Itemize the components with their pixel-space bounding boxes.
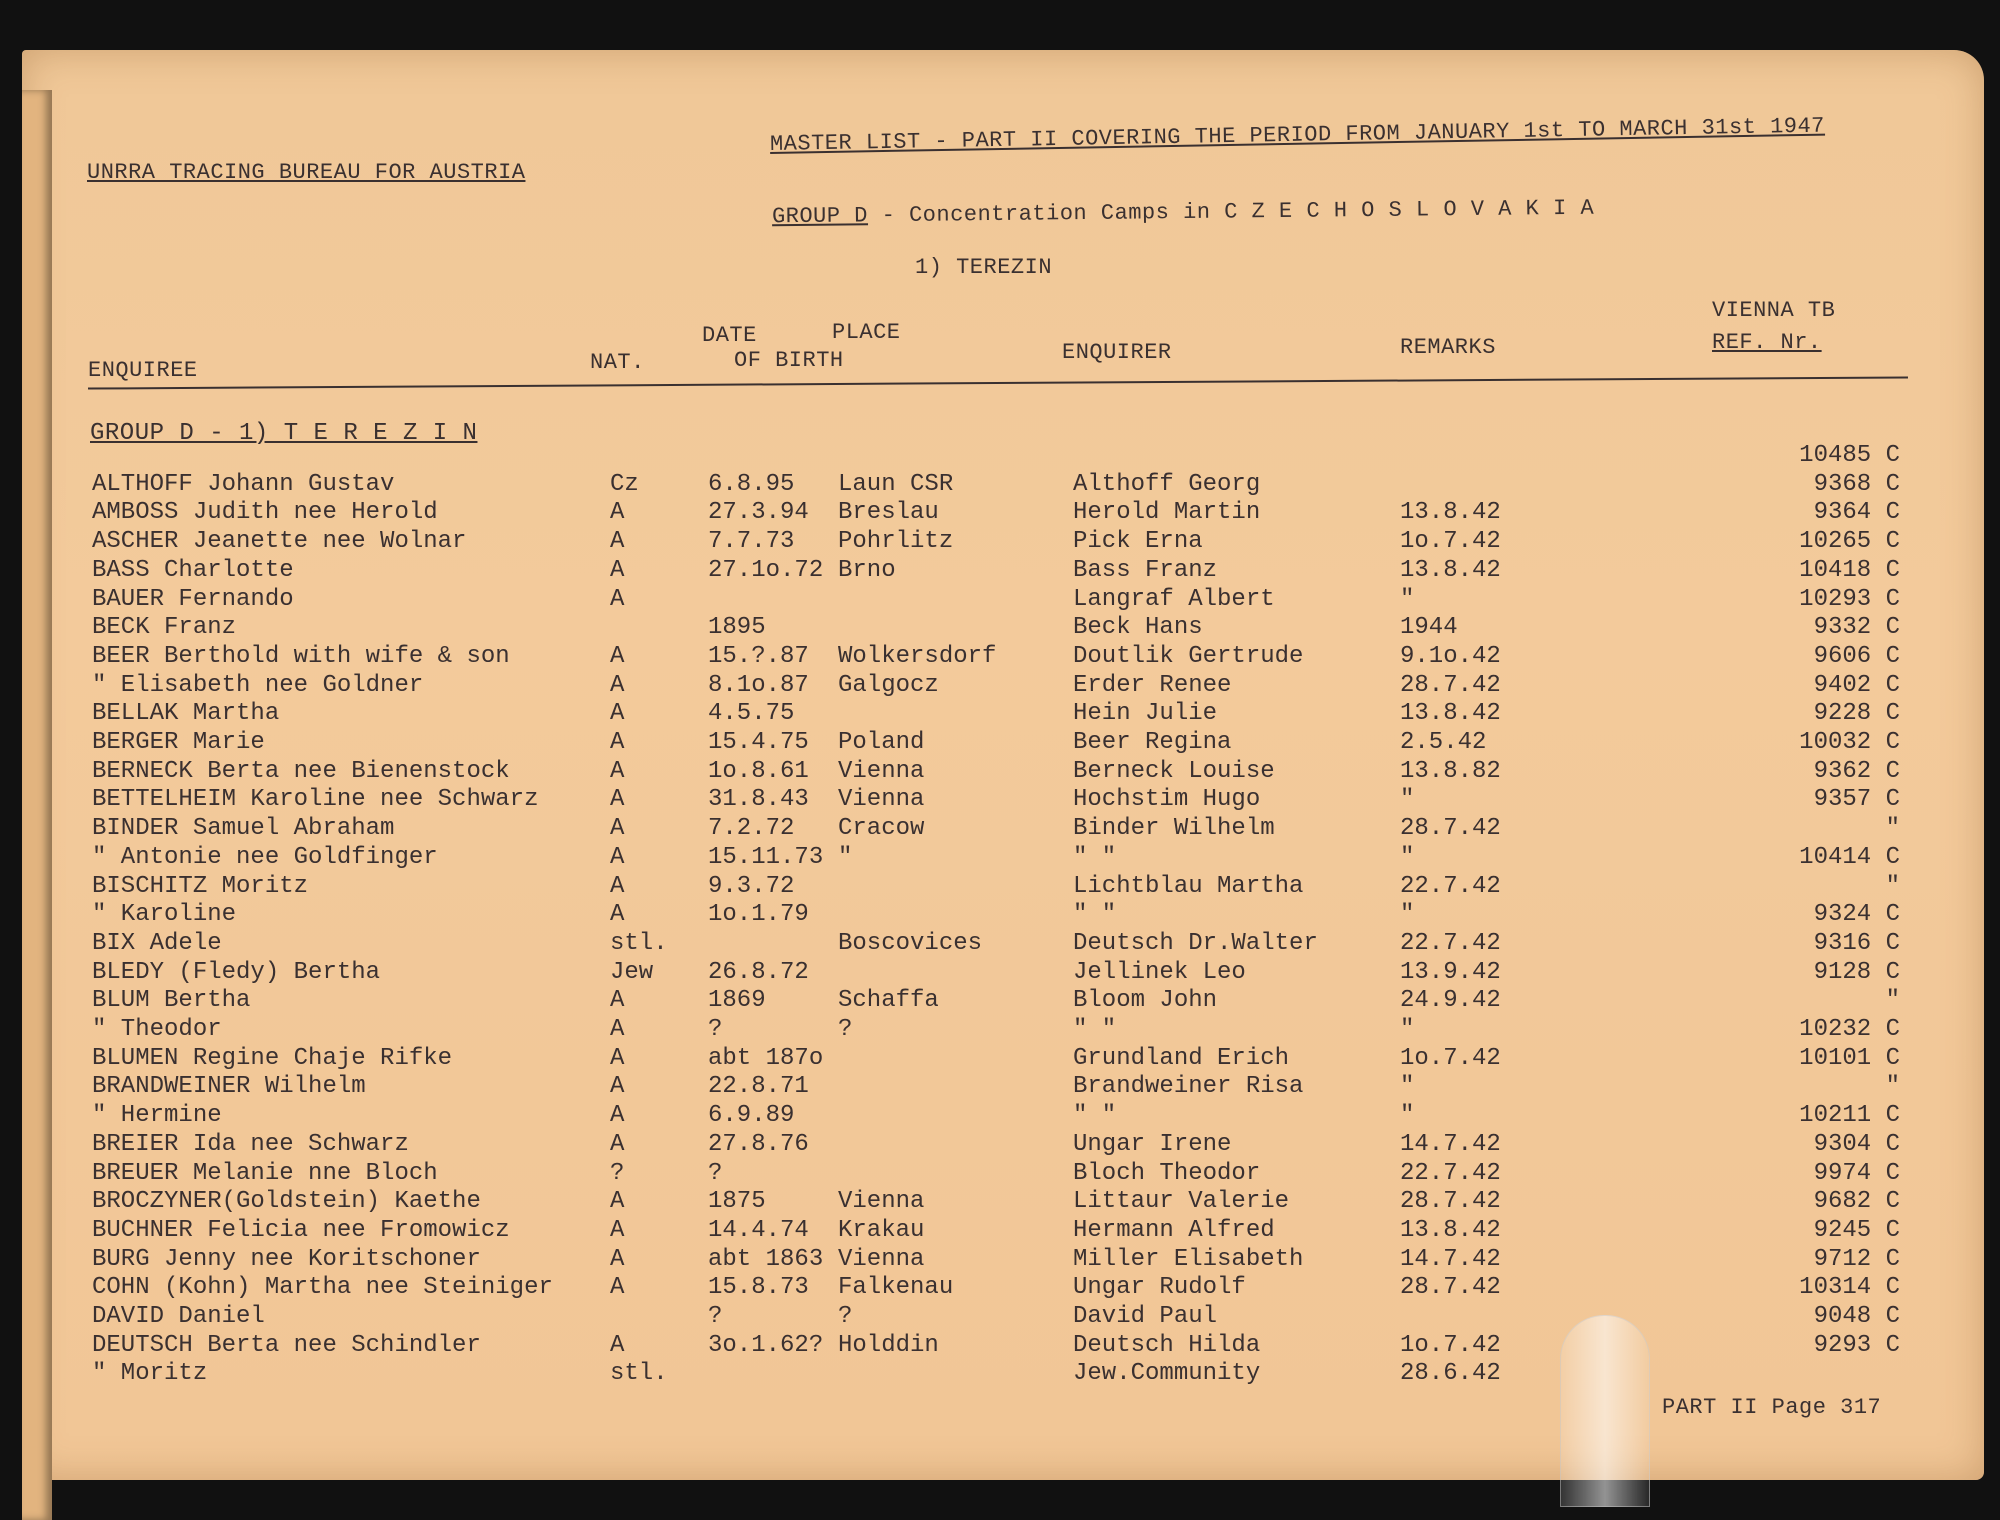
ref-cell: 10414 C [1799, 843, 1900, 871]
enquiree-cell: BEER Berthold with wife & son [92, 642, 510, 670]
date-cell: 1869 [708, 987, 766, 1015]
date-cell: 7.2.72 [708, 815, 795, 843]
col-of-birth: OF BIRTH [734, 348, 844, 373]
enquirer-cell: Herold Martin [1073, 499, 1261, 527]
nat-cell: A [610, 556, 625, 584]
enquiree-cell: ASCHER Jeanette nee Wolnar [92, 528, 467, 556]
enquirer-cell: Ungar Irene [1073, 1130, 1232, 1158]
date-cell: 26.8.72 [708, 958, 809, 986]
nat-cell: A [610, 1245, 625, 1273]
remarks-cell: 13.8.42 [1400, 1216, 1501, 1244]
enquirer-cell: Hermann Alfred [1073, 1216, 1275, 1244]
date-cell: ? [708, 1016, 723, 1043]
ref-cell: 9128 C [1813, 958, 1900, 986]
ref-cell: 9606 C [1813, 642, 1900, 670]
col-remarks: REMARKS [1400, 335, 1496, 360]
ref-cell: " [1885, 987, 1900, 1015]
nat-cell: A [610, 642, 625, 670]
enquiree-cell: " Theodor [92, 1016, 222, 1043]
remarks-cell: 22.7.42 [1400, 1159, 1501, 1187]
ref-cell: 10211 C [1799, 1102, 1900, 1130]
place-cell: ? [838, 1303, 853, 1330]
col-vienna: VIENNA TB [1712, 298, 1836, 323]
enquirer-cell: Hochstim Hugo [1073, 786, 1261, 814]
place-cell: Krakau [838, 1216, 925, 1244]
table-row [0, 1246, 2000, 1276]
table-row [0, 471, 2000, 501]
place-cell: Brno [838, 556, 896, 584]
enquirer-cell: Grundland Erich [1073, 1044, 1290, 1072]
enquiree-cell: " Karoline [92, 901, 237, 929]
nat-cell: A [610, 901, 625, 929]
nat-cell: A [610, 1331, 625, 1359]
nat-cell: A [610, 1016, 625, 1043]
ref-cell: " [1885, 815, 1900, 843]
enquirer-cell: Langraf Albert [1073, 585, 1275, 613]
enquirer-cell: " " [1073, 901, 1117, 929]
nat-cell: A [610, 1102, 625, 1130]
date-cell: 15.8.73 [708, 1274, 809, 1302]
date-cell: 8.1o.87 [708, 671, 809, 699]
date-cell: 4.5.75 [708, 700, 795, 728]
enquiree-cell: BINDER Samuel Abraham [92, 815, 395, 843]
table-row [0, 844, 2000, 874]
date-cell: 22.8.71 [708, 1073, 809, 1101]
section-title: GROUP D - 1) T E R E Z I N [90, 420, 478, 447]
enquiree-cell: " Moritz [92, 1360, 208, 1388]
ref-cell: 9357 C [1813, 786, 1900, 814]
enquirer-cell: Brandweiner Risa [1073, 1073, 1304, 1101]
place-cell: Cracow [838, 815, 925, 843]
enquiree-cell: BASS Charlotte [92, 556, 294, 584]
nat-cell: ? [610, 1159, 625, 1187]
table-row [0, 815, 2000, 845]
enquiree-cell: BRANDWEINER Wilhelm [92, 1073, 366, 1101]
remarks-cell: " [1400, 1073, 1415, 1101]
enquirer-cell: Miller Elisabeth [1073, 1245, 1304, 1273]
master-list-title: MASTER LIST - PART II COVERING THE PERIOD FROM JANUARY 1st TO MARCH 31st 1947 [769, 113, 1826, 157]
remarks-cell: " [1400, 901, 1415, 929]
nat-cell: Cz [610, 470, 639, 498]
enquirer-cell: " " [1073, 843, 1117, 871]
date-cell: ? [708, 1159, 723, 1187]
col-date: DATE [702, 323, 757, 348]
remarks-cell: 28.7.42 [1400, 671, 1501, 699]
table-row [0, 1073, 2000, 1103]
enquiree-cell: BREIER Ida nee Schwarz [92, 1130, 409, 1158]
remarks-cell: 13.8.42 [1400, 499, 1501, 527]
date-cell: 31.8.43 [708, 786, 809, 814]
date-cell: 6.8.95 [708, 470, 795, 498]
enquiree-cell: BELLAK Martha [92, 700, 280, 728]
place-cell: Breslau [838, 499, 939, 527]
table-row [0, 1188, 2000, 1218]
enquirer-cell: Berneck Louise [1073, 757, 1275, 785]
ref-cell: 9048 C [1813, 1303, 1900, 1330]
ref-cell: 10232 C [1799, 1016, 1900, 1043]
table-row [0, 614, 2000, 644]
nat-cell: A [610, 1188, 625, 1216]
ref-cell: " [1885, 872, 1900, 900]
ref-cell: 9682 C [1813, 1188, 1900, 1216]
table-row [0, 643, 2000, 673]
table-row [0, 873, 2000, 903]
remarks-cell: " [1400, 786, 1415, 814]
date-cell: 6.9.89 [708, 1102, 795, 1130]
date-cell: 1895 [708, 614, 766, 642]
table-row [0, 1016, 2000, 1046]
enquiree-cell: BERGER Marie [92, 729, 265, 756]
nat-cell: A [610, 671, 625, 699]
enquiree-cell: BECK Franz [92, 614, 237, 642]
ref-cell: 9245 C [1813, 1216, 1900, 1244]
table-row [0, 786, 2000, 816]
date-cell: 27.3.94 [708, 499, 809, 527]
enquiree-cell: BERNECK Berta nee Bienenstock [92, 757, 510, 785]
col-place: PLACE [832, 320, 901, 345]
ref-cell: 9304 C [1813, 1130, 1900, 1158]
remarks-cell: 14.7.42 [1400, 1130, 1501, 1158]
enquiree-cell: BAUER Fernando [92, 585, 294, 613]
place-cell: Boscovices [838, 929, 983, 957]
table-row [0, 1303, 2000, 1333]
ref-cell: 9368 C [1813, 470, 1900, 498]
remarks-cell: 22.7.42 [1400, 872, 1501, 900]
camp-title: 1) TEREZIN [915, 255, 1053, 280]
remarks-cell: 13.9.42 [1400, 958, 1501, 986]
remarks-cell: 14.7.42 [1400, 1245, 1501, 1273]
place-cell: Wolkersdorf [838, 642, 997, 670]
nat-cell: stl. [610, 1360, 668, 1388]
place-cell: Vienna [838, 1188, 925, 1216]
enquiree-cell: BIX Adele [92, 929, 222, 957]
nat-cell: A [610, 1274, 625, 1302]
date-cell: 27.8.76 [708, 1130, 809, 1158]
enquirer-cell: " " [1073, 1102, 1117, 1130]
remarks-cell: 9.1o.42 [1400, 642, 1501, 670]
nat-cell: A [610, 872, 625, 900]
date-cell: 1o.8.61 [708, 757, 809, 785]
date-cell: 15.11.73 [708, 843, 824, 871]
group-title-label: GROUP D [771, 203, 869, 230]
col-enquirer: ENQUIRER [1062, 340, 1172, 365]
table-row [0, 499, 2000, 529]
place-cell: Vienna [838, 757, 925, 785]
place-cell: Laun CSR [838, 470, 954, 498]
enquirer-cell: Erder Renee [1073, 671, 1232, 699]
remarks-cell: 1944 [1400, 614, 1458, 642]
enquiree-cell: DEUTSCH Berta nee Schindler [92, 1331, 481, 1359]
table-row [0, 1131, 2000, 1161]
enquirer-cell: Ungar Rudolf [1073, 1274, 1246, 1302]
enquirer-cell: Beck Hans [1073, 614, 1203, 642]
ref-cell: 9228 C [1813, 700, 1900, 728]
table-row [0, 1160, 2000, 1190]
table-row [0, 1045, 2000, 1075]
date-cell: 9.3.72 [708, 872, 795, 900]
ref-cell: 10293 C [1799, 585, 1900, 613]
nat-cell: A [610, 987, 625, 1015]
remarks-cell: 24.9.42 [1400, 987, 1501, 1015]
remarks-cell: 13.8.82 [1400, 757, 1501, 785]
nat-cell: A [610, 528, 625, 556]
enquirer-cell: Doutlik Gertrude [1073, 642, 1304, 670]
enquirer-cell: Deutsch Dr.Walter [1073, 929, 1318, 957]
enquirer-cell: " " [1073, 1016, 1117, 1043]
table-row [0, 1102, 2000, 1132]
table-row [0, 700, 2000, 730]
remarks-cell: 13.8.42 [1400, 556, 1501, 584]
place-cell: Holddin [838, 1331, 939, 1359]
ref-cell: 9402 C [1813, 671, 1900, 699]
enquirer-cell: Bloch Theodor [1073, 1159, 1261, 1187]
place-cell: Galgocz [838, 671, 939, 699]
enquirer-cell: Hein Julie [1073, 700, 1218, 728]
col-enquiree: ENQUIREE [88, 358, 198, 383]
place-cell: Poland [838, 729, 925, 756]
nat-cell: A [610, 1044, 625, 1072]
enquirer-cell: Althoff Georg [1073, 470, 1261, 498]
enquiree-cell: DAVID Daniel [92, 1303, 265, 1330]
remarks-cell: 13.8.42 [1400, 700, 1501, 728]
enquiree-cell: " Hermine [92, 1102, 222, 1130]
enquiree-cell: " Elisabeth nee Goldner [92, 671, 424, 699]
nat-cell: A [610, 1073, 625, 1101]
ref-cell: 10265 C [1799, 528, 1900, 556]
group-title [772, 196, 1594, 230]
ref-cell: 10032 C [1799, 729, 1900, 756]
enquirer-cell: Littaur Valerie [1073, 1188, 1290, 1216]
table-row [0, 442, 2000, 472]
enquiree-cell: ALTHOFF Johann Gustav [92, 470, 395, 498]
remarks-cell: 28.7.42 [1400, 1274, 1501, 1302]
table-row [0, 528, 2000, 558]
place-cell: " [838, 843, 853, 871]
ref-cell: 9364 C [1813, 499, 1900, 527]
nat-cell: A [610, 815, 625, 843]
remarks-cell: " [1400, 1016, 1415, 1043]
nat-cell: A [610, 843, 625, 871]
group-title-desc: - Concentration Camps in C Z E C H O S L O V A K I A [867, 195, 1595, 229]
remarks-cell: 28.7.42 [1400, 1188, 1501, 1216]
enquirer-cell: Beer Regina [1073, 729, 1232, 756]
table-row [0, 1360, 2000, 1390]
place-cell: Falkenau [838, 1274, 954, 1302]
remarks-cell: 28.7.42 [1400, 815, 1501, 843]
remarks-cell: " [1400, 585, 1415, 613]
enquirer-cell: Deutsch Hilda [1073, 1331, 1261, 1359]
table-row [0, 1217, 2000, 1247]
enquiree-cell: BLEDY (Fledy) Bertha [92, 958, 381, 986]
ref-cell: 9332 C [1813, 614, 1900, 642]
place-cell: Pohrlitz [838, 528, 954, 556]
enquiree-cell: BLUM Bertha [92, 987, 251, 1015]
nat-cell: A [610, 786, 625, 814]
place-cell: Vienna [838, 1245, 925, 1273]
enquirer-cell: Bass Franz [1073, 556, 1218, 584]
ref-cell: 10485 C [1799, 442, 1900, 469]
enquiree-cell: BUCHNER Felicia nee Fromowicz [92, 1216, 510, 1244]
bureau-title: UNRRA TRACING BUREAU FOR AUSTRIA [87, 160, 526, 185]
nat-cell: A [610, 499, 625, 527]
remarks-cell: " [1400, 843, 1415, 871]
nat-cell: A [610, 1130, 625, 1158]
nat-cell: Jew [610, 958, 654, 986]
date-cell: abt 1863 [708, 1245, 824, 1273]
nat-cell: A [610, 729, 625, 756]
date-cell: 3o.1.62? [708, 1331, 824, 1359]
ref-cell: 10101 C [1799, 1044, 1900, 1072]
enquirer-cell: Bloom John [1073, 987, 1218, 1015]
enquiree-cell: AMBOSS Judith nee Herold [92, 499, 438, 527]
enquiree-cell: BROCZYNER(Goldstein) Kaethe [92, 1188, 481, 1216]
ref-cell: 9324 C [1813, 901, 1900, 929]
date-cell: ? [708, 1303, 723, 1330]
date-cell: 1875 [708, 1188, 766, 1216]
ref-cell: " [1885, 1073, 1900, 1101]
enquiree-cell: COHN (Kohn) Martha nee Steiniger [92, 1274, 553, 1302]
table-row [0, 959, 2000, 989]
remarks-cell: " [1400, 1102, 1415, 1130]
remarks-cell: 1o.7.42 [1400, 1044, 1501, 1072]
nat-cell: A [610, 585, 625, 613]
date-cell: abt 187o [708, 1044, 824, 1072]
enquiree-cell: BETTELHEIM Karoline nee Schwarz [92, 786, 539, 814]
enquirer-cell: Lichtblau Martha [1073, 872, 1304, 900]
date-cell: 7.7.73 [708, 528, 795, 556]
date-cell: 1o.1.79 [708, 901, 809, 929]
page-footer: PART II Page 317 [1662, 1395, 1882, 1420]
table-row [0, 672, 2000, 702]
remarks-cell: 2.5.42 [1400, 729, 1487, 756]
nat-cell: A [610, 1216, 625, 1244]
table-row [0, 1274, 2000, 1304]
ref-cell: 10418 C [1799, 556, 1900, 584]
ref-cell: 9712 C [1813, 1245, 1900, 1273]
col-ref: REF. Nr. [1712, 330, 1822, 355]
ref-cell: 10314 C [1799, 1274, 1900, 1302]
enquirer-cell: Jew.Community [1073, 1360, 1261, 1388]
page-clip [1560, 1315, 1650, 1507]
enquirer-cell: Jellinek Leo [1073, 958, 1246, 986]
date-cell: 14.4.74 [708, 1216, 809, 1244]
place-cell: ? [838, 1016, 853, 1043]
enquiree-cell: BURG Jenny nee Koritschoner [92, 1245, 481, 1273]
enquirer-cell: Pick Erna [1073, 528, 1203, 556]
col-nat: NAT. [590, 350, 645, 375]
enquiree-cell: " Antonie nee Goldfinger [92, 843, 438, 871]
nat-cell: A [610, 700, 625, 728]
remarks-cell: 1o.7.42 [1400, 528, 1501, 556]
remarks-cell: 1o.7.42 [1400, 1331, 1501, 1359]
nat-cell: stl. [610, 929, 668, 957]
nat-cell: A [610, 757, 625, 785]
place-cell: Schaffa [838, 987, 939, 1015]
ref-cell: 9316 C [1813, 929, 1900, 957]
date-cell: 15.4.75 [708, 729, 809, 756]
enquiree-cell: BLUMEN Regine Chaje Rifke [92, 1044, 453, 1072]
ref-cell: 9293 C [1813, 1331, 1900, 1359]
enquiree-cell: BREUER Melanie nne Bloch [92, 1159, 438, 1187]
table-row [0, 557, 2000, 587]
remarks-cell: 22.7.42 [1400, 929, 1501, 957]
header-rule [88, 376, 1908, 389]
date-cell: 15.?.87 [708, 642, 809, 670]
remarks-cell: 28.6.42 [1400, 1360, 1501, 1388]
ref-cell: 9362 C [1813, 757, 1900, 785]
document-page [22, 50, 1984, 1480]
table-row [0, 586, 2000, 616]
table-row [0, 987, 2000, 1017]
place-cell: Vienna [838, 786, 925, 814]
table-row [0, 729, 2000, 759]
table-row [0, 1332, 2000, 1362]
date-cell: 27.1o.72 [708, 556, 824, 584]
table-row [0, 901, 2000, 931]
enquirer-cell: David Paul [1073, 1303, 1218, 1330]
enquirer-cell: Binder Wilhelm [1073, 815, 1275, 843]
table-row [0, 930, 2000, 960]
ref-cell: 9974 C [1813, 1159, 1900, 1187]
table-row [0, 758, 2000, 788]
enquiree-cell: BISCHITZ Moritz [92, 872, 309, 900]
